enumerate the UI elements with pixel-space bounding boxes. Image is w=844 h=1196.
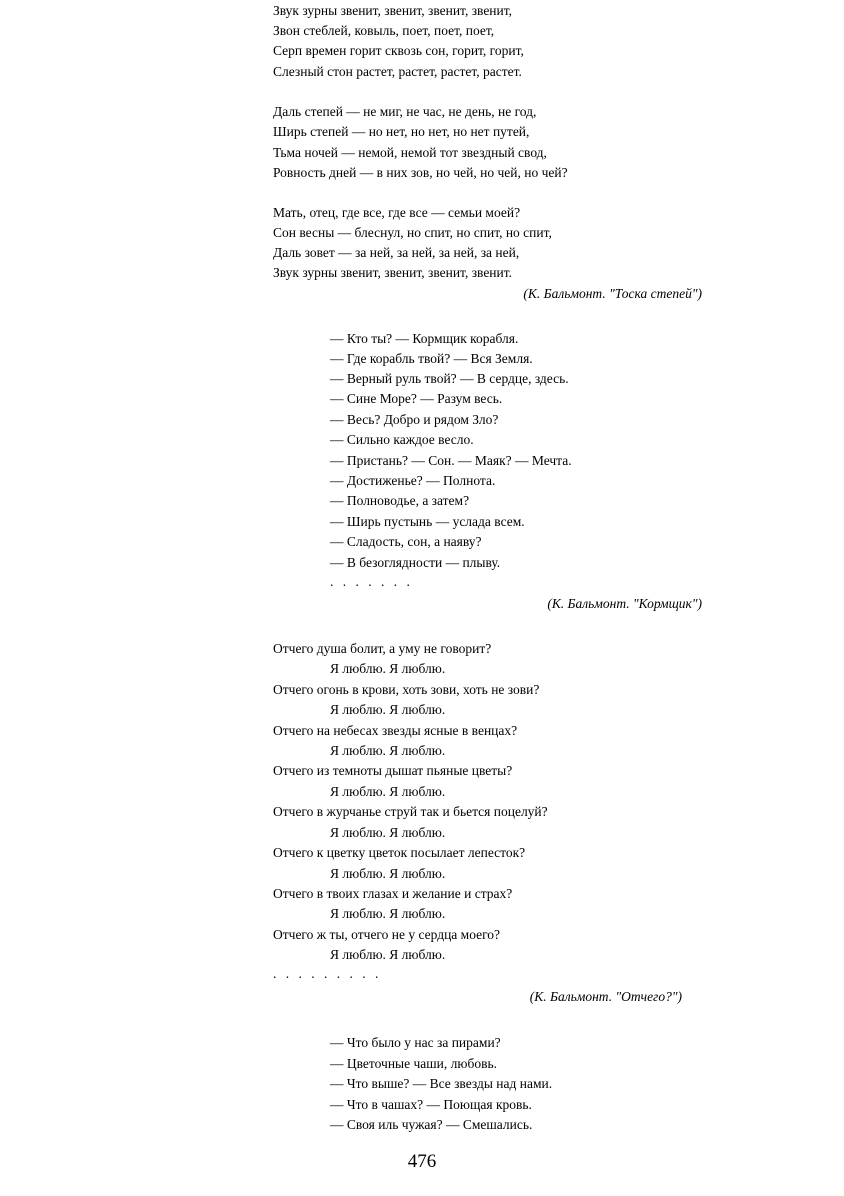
poem-attribution: (К. Бальмонт. "Тоска степей") [523, 286, 702, 301]
poem-line: Сон весны — блеснул, но спит, но спит, но спит, [273, 225, 552, 240]
poem-refrain: Я люблю. Я люблю. [330, 906, 446, 921]
poem-attribution: (К. Бальмонт. "Кормщик") [547, 596, 702, 611]
poem-line: — Верный руль твой? — В сердце, здесь. [330, 371, 569, 386]
poem-line: Отчего из темноты дышат пьяные цветы? [273, 763, 513, 778]
poem-attribution: (К. Бальмонт. "Отчего?") [529, 989, 682, 1004]
poem-line: — Сильно каждое весло. [330, 432, 474, 447]
poem-line: — Сине Море? — Разум весь. [330, 391, 503, 406]
poem-line: Отчего огонь в крови, хоть зови, хоть не зови? [273, 682, 540, 697]
poem-line: — Ширь пустынь — услада всем. [330, 514, 525, 529]
poem-line: — Что в чашах? — Поющая кровь. [330, 1097, 532, 1112]
poem-line: Отчего душа болит, а уму не говорит? [273, 641, 492, 656]
poem-refrain: Я люблю. Я люблю. [330, 866, 446, 881]
poem-line: Отчего к цветку цветок посылает лепесток? [273, 845, 526, 860]
poem-line: Звон стеблей, ковыль, поет, поет, поет, [273, 23, 495, 38]
poem-line: — Что было у нас за пирами? [330, 1035, 501, 1050]
poem-line: Серп времен горит сквозь сон, горит, горит, [273, 43, 524, 58]
poem-line: Звук зурны звенит, звенит, звенит, звенит. [273, 265, 513, 280]
poem-refrain: Я люблю. Я люблю. [330, 661, 446, 676]
poem-line: Отчего в твоих глазах и желание и страх? [273, 886, 513, 901]
ellipsis-dots: . . . . . . . [330, 574, 413, 589]
poem-refrain: Я люблю. Я люблю. [330, 702, 446, 717]
poem-line: — В безоглядности — плыву. [330, 555, 501, 570]
poem-line: — Что выше? — Все звезды над нами. [330, 1076, 553, 1091]
poem-line: Ровность дней — в них зов, но чей, но чей, но чей? [273, 165, 568, 180]
poem-line: — Пристань? — Сон. — Маяк? — Мечта. [330, 453, 572, 468]
poem-line: — Сладость, сон, а наяву? [330, 534, 482, 549]
poem-line: — Где корабль твой? — Вся Земля. [330, 351, 533, 366]
poem-line: Даль степей — не миг, не час, не день, не год, [273, 104, 537, 119]
poem-line: — Весь? Добро и рядом Зло? [330, 412, 499, 427]
poem-line: Слезный стон растет, растет, растет, растет. [273, 64, 522, 79]
poem-refrain: Я люблю. Я люблю. [330, 825, 446, 840]
poem-refrain: Я люблю. Я люблю. [330, 947, 446, 962]
poem-line: Мать, отец, где все, где все — семьи моей? [273, 205, 521, 220]
poem-line: Тьма ночей — немой, немой тот звездный свод, [273, 145, 547, 160]
page-number: 476 [407, 1151, 437, 1172]
poem-line: Ширь степей — но нет, но нет, но нет путей, [273, 124, 530, 139]
poem-line: Звук зурны звенит, звенит, звенит, звенит, [273, 3, 513, 18]
poem-refrain: Я люблю. Я люблю. [330, 784, 446, 799]
poem-line: Отчего ж ты, отчего не у сердца моего? [273, 927, 501, 942]
poem-line: — Своя иль чужая? — Смешались. [330, 1117, 533, 1132]
poem-line: — Цветочные чаши, любовь. [330, 1056, 497, 1071]
poem-refrain: Я люблю. Я люблю. [330, 743, 446, 758]
poem-line: Отчего на небесах звезды ясные в венцах? [273, 723, 518, 738]
poem-line: Отчего в журчанье струй так и бьется поцелуй? [273, 804, 548, 819]
poem-line: — Кто ты? — Кормщик корабля. [330, 331, 519, 346]
poem-line: — Полноводье, а затем? [330, 493, 470, 508]
ellipsis-dots: . . . . . . . . . [273, 966, 382, 981]
poem-line: Даль зовет — за ней, за ней, за ней, за ней, [273, 245, 520, 260]
poem-line: — Достиженье? — Полнота. [330, 473, 496, 488]
